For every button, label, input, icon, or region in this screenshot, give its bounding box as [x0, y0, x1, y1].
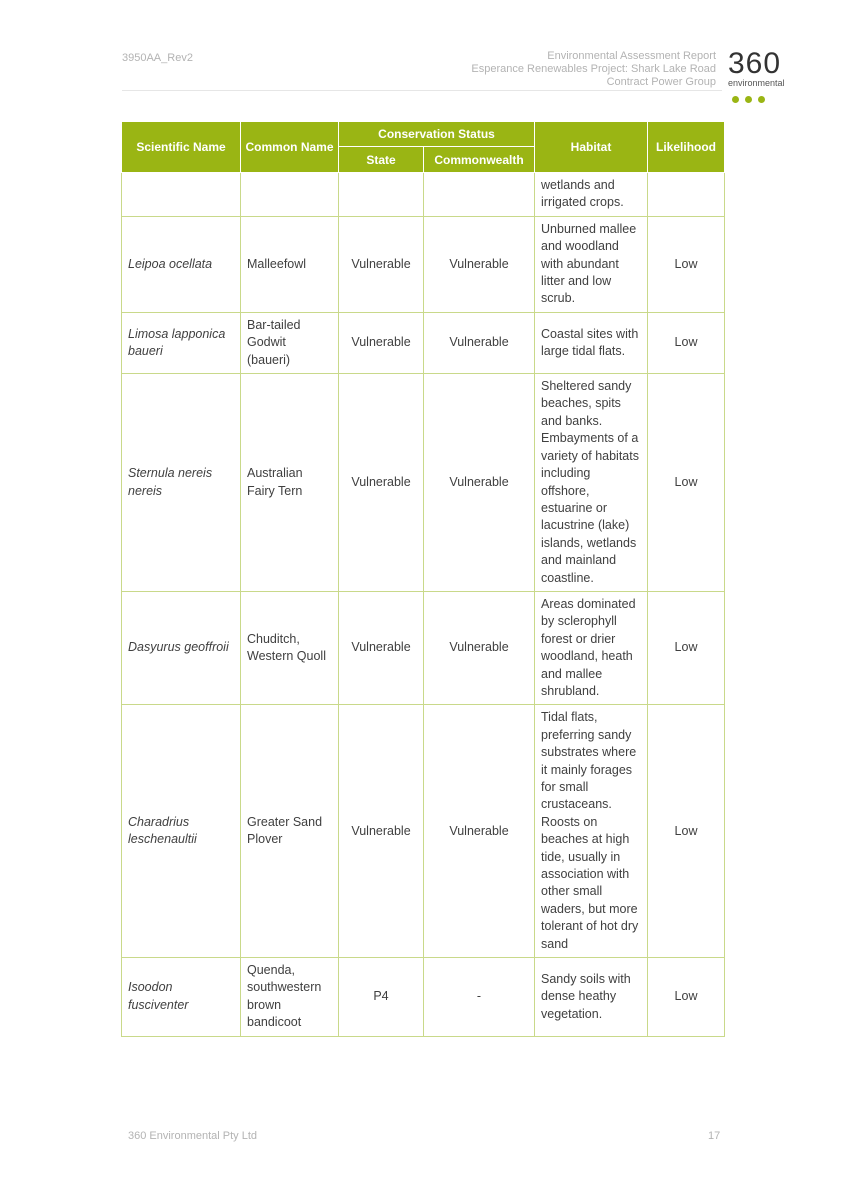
species-table [121, 121, 725, 1037]
company-logo [728, 47, 808, 96]
table-row [122, 312, 725, 373]
state-status-cell: Vulnerable [339, 216, 424, 312]
likelihood-cell: Low [648, 705, 725, 958]
report-header [471, 50, 716, 89]
scientific-name-cell: Leipoa ocellata [122, 216, 241, 312]
header-state: State [339, 147, 424, 173]
likelihood-cell: Low [648, 216, 725, 312]
logo-word: environmental [728, 78, 785, 88]
logo-number: 360 [728, 47, 782, 80]
scientific-name-cell [122, 173, 241, 217]
commonwealth-status-cell: - [424, 958, 535, 1037]
likelihood-cell: Low [648, 374, 725, 592]
habitat-cell: wetlands and irrigated crops. [535, 173, 648, 217]
common-name-cell: Quenda, southwestern brown bandicoot [241, 958, 339, 1037]
likelihood-cell: Low [648, 312, 725, 373]
likelihood-cell [648, 173, 725, 217]
footer-company: 360 Environmental Pty Ltd [128, 1130, 258, 1142]
logo-dots-icon [728, 90, 808, 108]
table-row [122, 173, 725, 217]
state-status-cell: Vulnerable [339, 374, 424, 592]
habitat-cell: Unburned mallee and woodland with abundant litter and low scrub. [535, 216, 648, 312]
likelihood-cell: Low [648, 591, 725, 704]
scientific-name-cell: Isoodon fusciventer [122, 958, 241, 1037]
habitat-cell: Sheltered sandy beaches, spits and banks. Embayments of a variety of habitats including offshore, estuarine or lacustrine (lake) islands, wetlands and mainland coastline. [535, 374, 648, 592]
habitat-cell: Areas dominated by sclerophyll forest or drier woodland, heath and mallee shrubland. [535, 591, 648, 704]
header-common-name: Common Name [241, 122, 339, 173]
common-name-cell: Greater Sand Plover [241, 705, 339, 958]
commonwealth-status-cell [424, 173, 535, 217]
common-name-cell [241, 173, 339, 217]
header-habitat: Habitat [535, 122, 648, 173]
client-name: Contract Power Group [606, 76, 716, 88]
scientific-name-cell: Limosa lapponica baueri [122, 312, 241, 373]
table-row [122, 705, 725, 958]
state-status-cell: Vulnerable [339, 705, 424, 958]
project-name: Esperance Renewables Project: Shark Lake Road [471, 63, 716, 75]
habitat-cell: Sandy soils with dense heathy vegetation. [535, 958, 648, 1037]
likelihood-cell: Low [648, 958, 725, 1037]
state-status-cell [339, 173, 424, 217]
commonwealth-status-cell: Vulnerable [424, 591, 535, 704]
common-name-cell: Malleefowl [241, 216, 339, 312]
page-number: 17 [708, 1130, 721, 1142]
header-scientific-name: Scientific Name [122, 122, 241, 173]
header-commonwealth: Commonwealth [424, 147, 535, 173]
state-status-cell: Vulnerable [339, 591, 424, 704]
common-name-cell: Australian Fairy Tern [241, 374, 339, 592]
table-row [122, 216, 725, 312]
header-likelihood: Likelihood [648, 122, 725, 173]
report-title: Environmental Assessment Report [547, 50, 716, 62]
header-conservation-status: Conservation Status [339, 122, 535, 147]
commonwealth-status-cell: Vulnerable [424, 312, 535, 373]
common-name-cell: Chuditch, Western Quoll [241, 591, 339, 704]
document-id: 3950AA_Rev2 [122, 52, 193, 64]
scientific-name-cell: Dasyurus geoffroii [122, 591, 241, 704]
table-row [122, 374, 725, 592]
commonwealth-status-cell: Vulnerable [424, 374, 535, 592]
table-row [122, 958, 725, 1037]
habitat-cell: Tidal flats, preferring sandy substrates where it mainly forages for small crustaceans. Roosts on beaches at high tide, usually in association with other small waders, but more tolerant of hot dry sand [535, 705, 648, 958]
header-divider [122, 90, 722, 91]
table-row [122, 591, 725, 704]
habitat-cell: Coastal sites with large tidal flats. [535, 312, 648, 373]
scientific-name-cell: Sternula nereis nereis [122, 374, 241, 592]
commonwealth-status-cell: Vulnerable [424, 216, 535, 312]
common-name-cell: Bar-tailed Godwit (baueri) [241, 312, 339, 373]
scientific-name-cell: Charadrius leschenaultii [122, 705, 241, 958]
state-status-cell: P4 [339, 958, 424, 1037]
state-status-cell: Vulnerable [339, 312, 424, 373]
commonwealth-status-cell: Vulnerable [424, 705, 535, 958]
